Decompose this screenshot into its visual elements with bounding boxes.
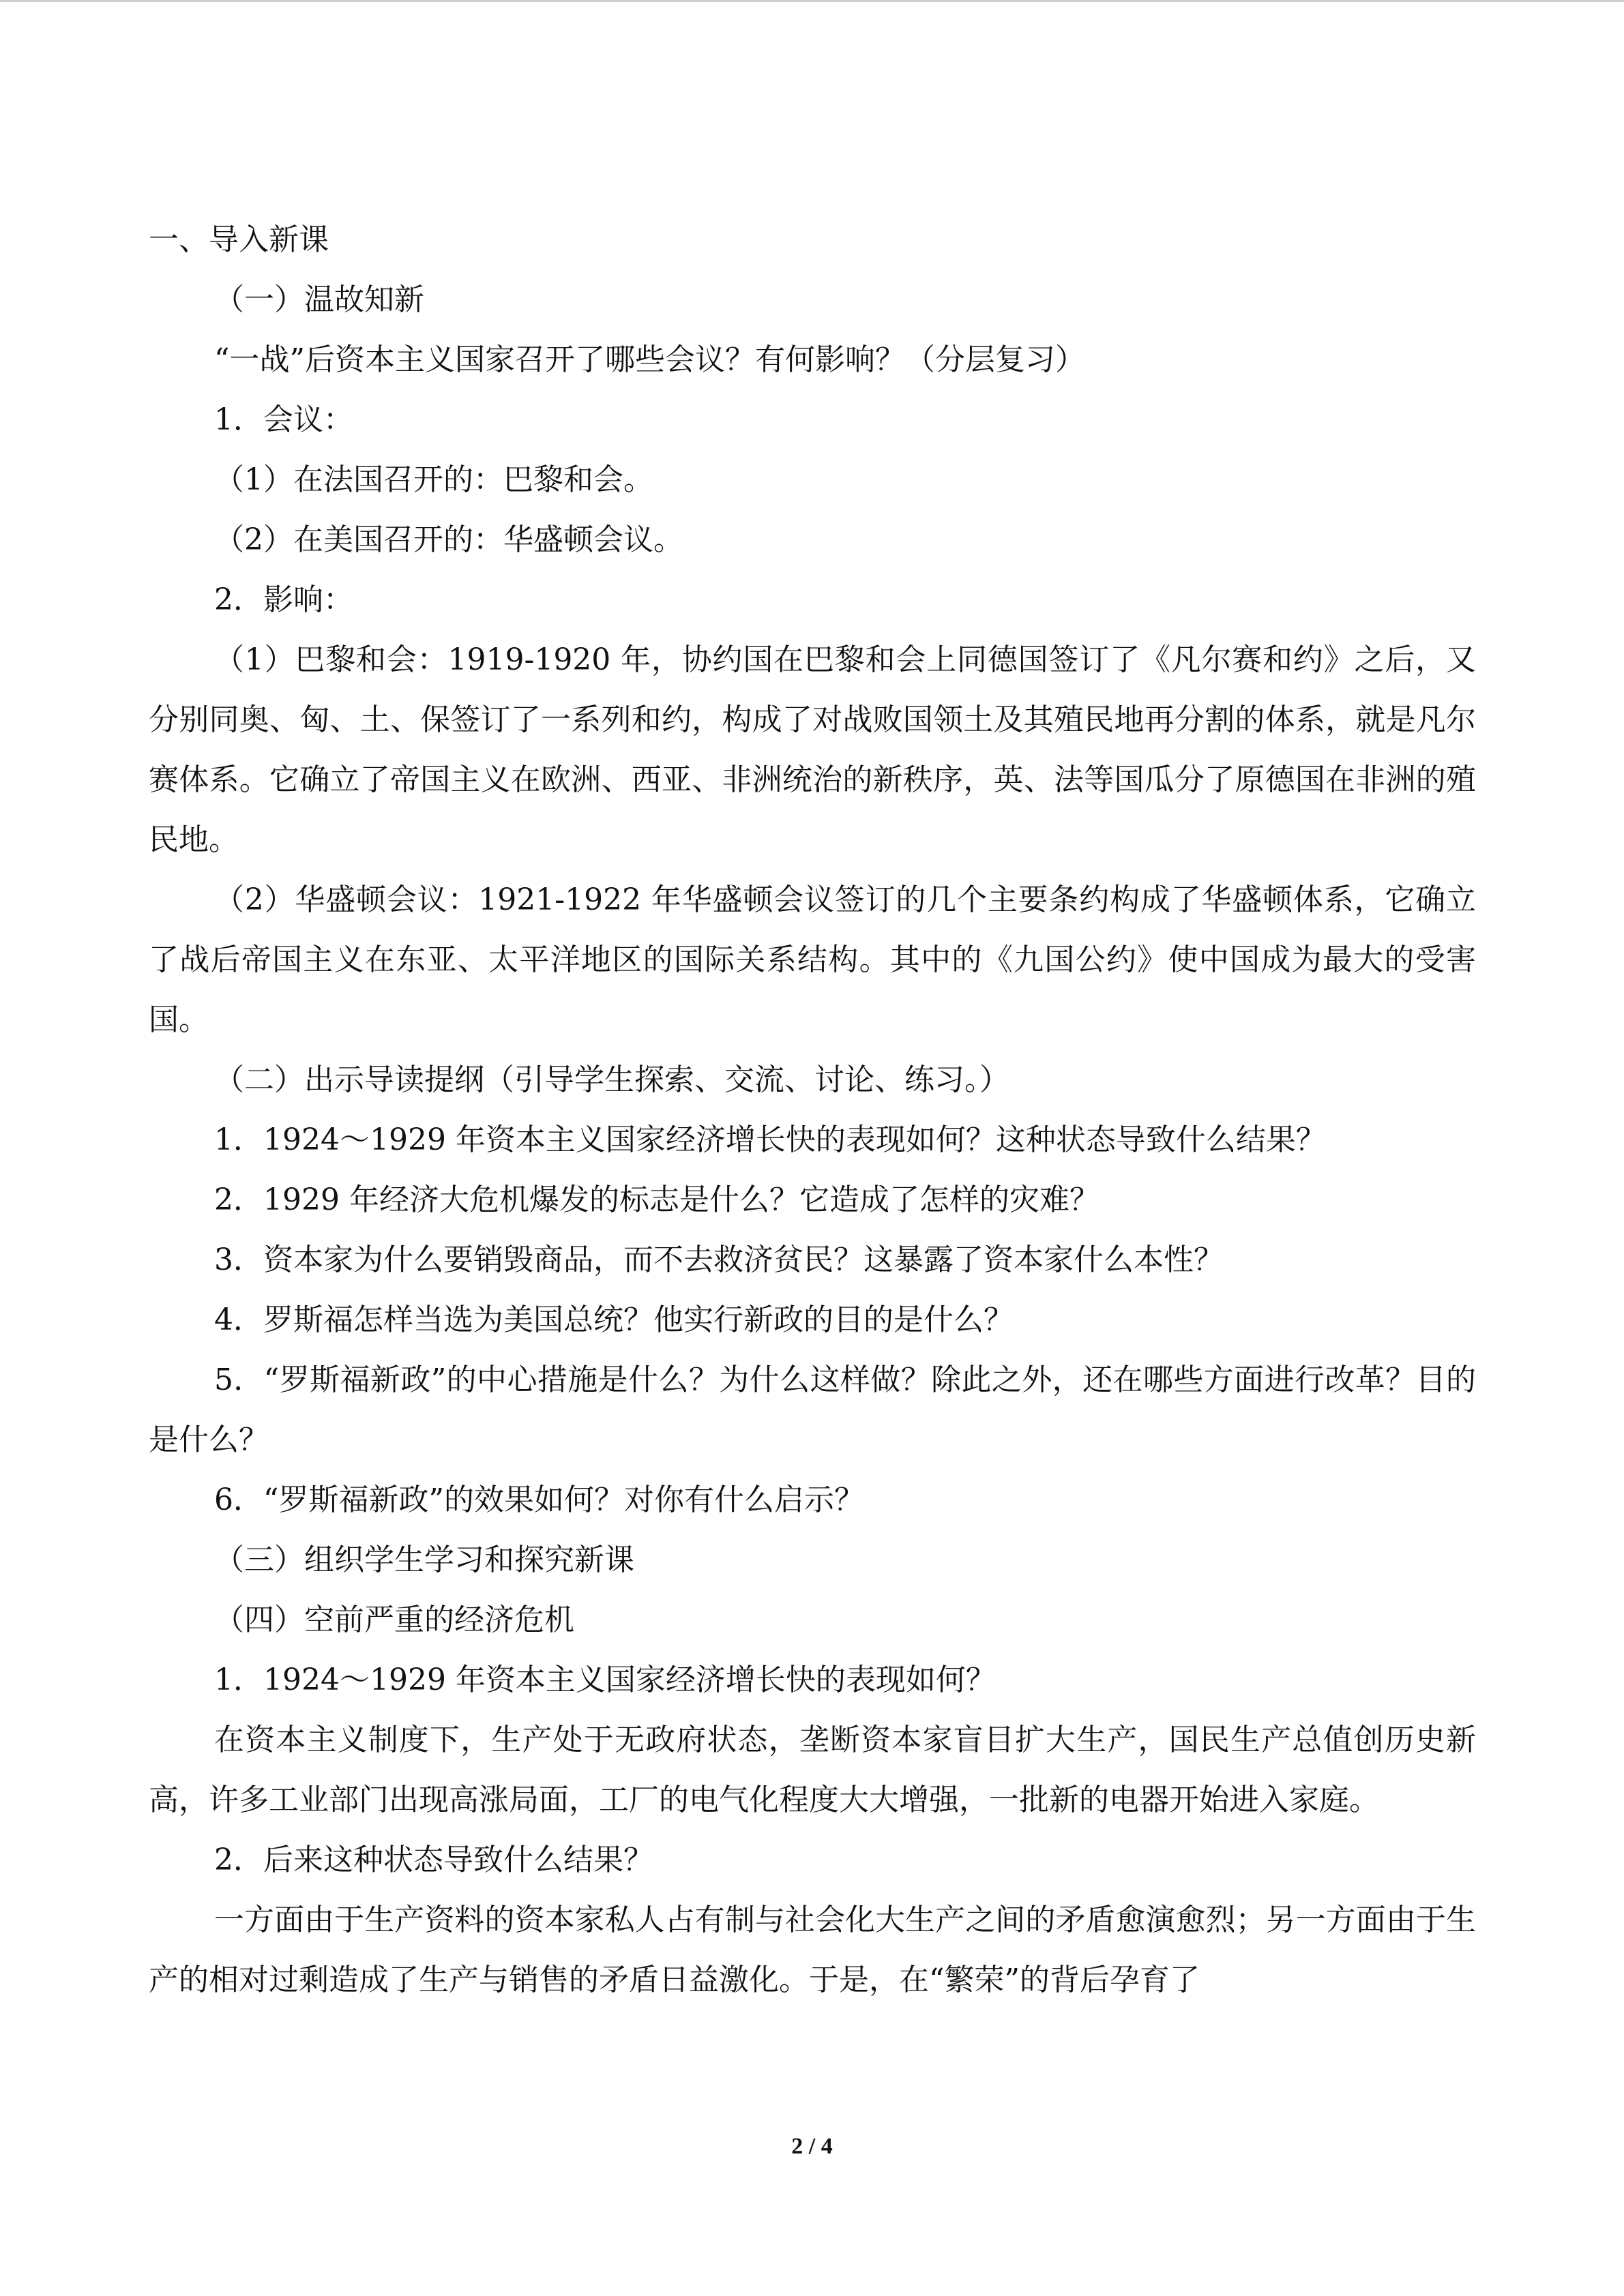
- body-paragraph: 一方面由于生产资料的资本家私人占有制与社会化大生产之间的矛盾愈演愈烈；另一方面由于生产的相对过剩造成了生产与销售的矛盾日益激化。于是，在“繁荣”的背后孕育了: [149, 1903, 1476, 1997]
- outline-question: 5．“罗斯福新政”的中心措施是什么？为什么这样做？除此之外，还在哪些方面进行改革？目的是什么？: [149, 1362, 1476, 1457]
- outline-question: 6．“罗斯福新政”的效果如何？对你有什么启示？: [214, 1482, 864, 1517]
- document-body: [149, 210, 1476, 2010]
- body-paragraph: 在资本主义制度下，生产处于无政府状态，垄断资本家盲目扩大生产，国民生产总值创历史新高，许多工业部门出现高涨局面，工厂的电气化程度大大增强，一批新的电器开始进入家庭。: [149, 1723, 1476, 1817]
- list-item: 2．影响：: [214, 582, 353, 617]
- page-number: 2 / 4: [791, 2134, 833, 2159]
- page-top-border: [0, 0, 1624, 2]
- list-item: 2．后来这种状态导致什么结果？: [214, 1843, 653, 1877]
- body-paragraph: （1）巴黎和会：1919-1920 年，协约国在巴黎和会上同德国签订了《凡尔赛和约》之后，又分别同奥、匈、土、保签订了一系列和约，构成了对战败国领土及其殖民地再分割的体系，就是凡尔赛体系。它确立了帝国主义在欧洲、西亚、非洲统治的新秩序，英、法等国瓜分了原德国在非洲的殖民地。: [149, 642, 1476, 857]
- list-item: （1）在法国召开的：巴黎和会。: [214, 462, 653, 497]
- list-item: （2）在美国召开的：华盛顿会议。: [214, 522, 683, 557]
- outline-question: 1．1924～1929 年资本主义国家经济增长快的表现如何？这种状态导致什么结果？: [214, 1122, 1326, 1157]
- review-question: “一战”后资本主义国家召开了哪些会议？有何影响？（分层复习）: [214, 342, 1085, 377]
- list-item: 1．会议：: [214, 402, 353, 437]
- outline-question: 3．资本家为什么要销毁商品，而不去救济贫民？这暴露了资本家什么本性？: [214, 1242, 1224, 1277]
- outline-question: 2．1929 年经济大危机爆发的标志是什么？它造成了怎样的灾难？: [214, 1182, 1099, 1217]
- body-paragraph: （2）华盛顿会议：1921-1922 年华盛顿会议签订的几个主要条约构成了华盛顿体系，它确立了战后帝国主义在东亚、太平洋地区的国际关系结构。其中的《九国公约》使中国成为最大的受害国。: [149, 882, 1476, 1037]
- subsection-heading: （四）空前严重的经济危机: [214, 1602, 574, 1637]
- list-item: 1．1924～1929 年资本主义国家经济增长快的表现如何？: [214, 1663, 996, 1697]
- section-heading: 一、导入新课: [149, 222, 329, 257]
- subsection-heading: （二）出示导读提纲（引导学生探索、交流、讨论、练习。）: [214, 1062, 1009, 1097]
- subsection-heading: （一）温故知新: [214, 282, 424, 317]
- outline-question: 4．罗斯福怎样当选为美国总统？他实行新政的目的是什么？: [214, 1302, 1014, 1337]
- subsection-heading: （三）组织学生学习和探究新课: [214, 1542, 634, 1577]
